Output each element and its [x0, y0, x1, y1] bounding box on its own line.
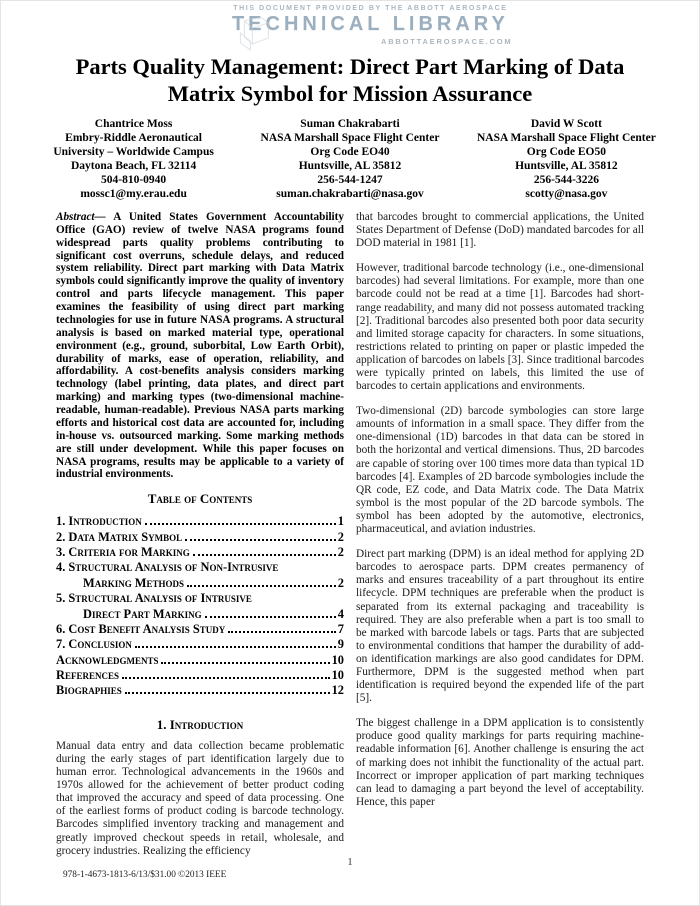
paper-title: Parts Quality Management: Direct Part Marking of Data Matrix Symbol for Mission Assurance: [75, 54, 625, 107]
author-detail: suman.chakrabarti@nasa.gov: [276, 187, 424, 200]
toc-entry: [56, 668, 344, 683]
author-detail: 504-810-0940: [101, 173, 167, 186]
body-paragraph: Two-dimensional (2D) barcode symbologies can store large amounts of information in a small space. They differ from the one-dimensional (1D) barcodes in that data can be stored in both the horizontal and vertical dimensions. Thus, 2D barcodes are capable of storing over 100 times more data than typical 1D barcodes [4]. Examples of 2D barcode symbologies include the QR code, EZ code, and Data Matrix code. The Data Matrix symbol is the most popular of the 2D barcode symbols. The symbol has been adopted by the automotive, electronics, pharmaceutical, and aviation industries.: [356, 405, 644, 536]
toc-entry-page: 10: [331, 668, 344, 683]
toc-entry-label: Direct Part Marking: [83, 606, 202, 621]
body-paragraph: Direct part marking (DPM) is an ideal method for applying 2D barcodes to aerospace parts. DPM creates permanency of marks and ensures traceability of a part throughout its entire lifecycle. DPM techniques are preferable when the product is separated from its external packaging and traceability is required. They are also preferable when a part is too small to be marked with barcode labels or tags. Parts that are subjected to environmental conditions that hamper the durability of add-on identification markings are also good candidates for DPM. Furthermore, DPM is the suggested method when part identification is required beyond the expended life of the part [5].: [356, 548, 644, 705]
section-1-heading: 1. Introduction: [156, 716, 244, 732]
author-block: [243, 117, 456, 201]
author-name: Suman Chakrabarti: [300, 117, 400, 130]
toc-dot-leader: [125, 692, 330, 694]
toc-entry-page: 2: [337, 545, 344, 560]
body-paragraph: However, traditional barcode technology (i.e., one-dimensional barcodes) had several limitations. For example, more than one barcode could not be read at a time [1]. Barcodes had short-range readability, and many did not possess automated tracking [2]. Traditional barcodes also presented both poor data security and limited storage capacity for characters. In some situations, restrictions related to printing on paper or plastic impeded the application of barcodes on labels [3]. Since traditional barcodes were typically printed on labels, this limited the use of barcodes to certain applications and environments.: [356, 262, 644, 393]
abstract-text: A United States Government Accountability Office (GAO) review of twelve NASA programs found widespread parts quality problems contributing to significant cost overruns, schedule delays, and reduced system reliability. Direct part marking with Data Matrix symbols could significantly improve the quality of inventory control and parts lifecycle management. This paper examines the feasibility of using direct part marking technologies for use in future NASA programs. A structural analysis is based on marked material type, operational environment (e.g., ground, suborbital, Low Earth Orbit), durability of marks, ease of operation, reliability, and affordability. A cost-benefits analysis considers marking technology (label printing, data plates, and direct part marking) and marking types (two-dimensional machine-readable, human-readable). Previous NASA parts marking efforts and historical cost data are accounted for, including in-house vs. outsourced marking. Some marking methods are still under development. While this paper focuses on NASA programs, results may be applicable to a variety of industrial environments.: [56, 210, 344, 481]
right-column: [356, 211, 644, 881]
toc-dot-leader: [205, 616, 336, 618]
toc-entry: [56, 683, 344, 698]
toc-dot-leader: [145, 523, 336, 525]
toc-entry-page: 1: [337, 514, 344, 529]
toc-entry-label: Acknowledgments: [56, 652, 159, 667]
author-name: Chantrice Moss: [94, 117, 173, 130]
author-detail: mossc1@my.erau.edu: [80, 187, 187, 200]
author-detail: Org Code EO40: [310, 145, 390, 158]
left-column: [56, 211, 344, 881]
abstract-paragraph: [56, 211, 344, 481]
toc-entry-label: 5. Structural Analysis of Intrusive: [56, 591, 252, 606]
toc-entry-label: Biographies: [56, 683, 122, 698]
author-detail: Huntsville, AL 35812: [515, 159, 618, 172]
toc-entry: [56, 514, 344, 529]
toc-dot-leader: [187, 585, 336, 587]
page-number: 1: [347, 856, 353, 868]
toc-entry: [56, 591, 344, 606]
toc-entry-label: 2. Data Matrix Symbol: [56, 529, 183, 544]
toc-entry-page: 7: [337, 621, 344, 636]
toc-dot-leader: [161, 662, 329, 664]
author-detail: University – Worldwide Campus: [53, 145, 214, 158]
toc-dot-leader: [185, 539, 336, 541]
toc-entry-label: Marking Methods: [83, 575, 185, 590]
toc-dot-leader: [122, 677, 330, 679]
table-of-contents: [56, 514, 344, 699]
logo-site-url: ABBOTTAEROSPACE.COM: [380, 37, 513, 46]
toc-dot-leader: [228, 631, 336, 633]
toc-dot-leader: [193, 554, 336, 556]
introduction-text: [56, 740, 344, 858]
toc-entry-label: 4. Structural Analysis of Non-Intrusive: [56, 560, 279, 575]
toc-entry-page: 4: [337, 606, 344, 621]
author-block: [460, 117, 673, 201]
toc-entry: [56, 560, 344, 575]
copyright-footnote: 978-1-4673-1813-6/13/$31.00 ©2013 IEEE: [63, 869, 227, 880]
toc-entry-continuation: [56, 576, 344, 591]
toc-entry-page: 9: [337, 637, 344, 652]
toc-entry: [56, 530, 344, 545]
toc-entry-label: 6. Cost Benefit Analysis Study: [56, 621, 226, 636]
toc-entry: [56, 545, 344, 560]
author-block: [27, 117, 240, 201]
author-detail: NASA Marshall Space Flight Center: [260, 131, 440, 144]
toc-entry: [56, 637, 344, 652]
author-detail: Daytona Beach, FL 32114: [70, 159, 197, 172]
body-paragraph: The biggest challenge in a DPM application is to consistently produce good quality markings for parts requiring machine-readable information [6]. Another challenge is ensuring the act of marking does not inhibit the functionality of the actual part. Incorrect or improper application of part marking techniques can lead to damaging a part beyond the level of acceptability. Hence, this paper: [356, 717, 644, 808]
logo-title: TECHNICAL LIBRARY: [231, 13, 509, 35]
toc-entry-page: 2: [337, 529, 344, 544]
body-columns: [56, 211, 644, 881]
toc-entry-continuation: [56, 607, 344, 622]
toc-entry-page: 2: [337, 575, 344, 590]
toc-heading: Table of Contents: [147, 491, 253, 507]
toc-entry-label: 3. Criteria for Marking: [56, 545, 190, 560]
toc-entry-page: 10: [331, 652, 344, 667]
author-detail: Embry-Riddle Aeronautical: [65, 131, 202, 144]
toc-dot-leader: [135, 646, 336, 648]
toc-entry-page: 12: [331, 683, 344, 698]
abbott-technical-library-logo: [200, 5, 540, 46]
author-name: David W Scott: [530, 117, 602, 130]
toc-entry: [56, 622, 344, 637]
author-detail: scotty@nasa.gov: [525, 187, 608, 200]
abstract-lead: Abstract—: [56, 210, 106, 223]
toc-entry-label: References: [56, 668, 119, 683]
toc-entry-label: 7. Conclusion: [56, 637, 132, 652]
author-detail: NASA Marshall Space Flight Center: [476, 131, 656, 144]
body-paragraph: that barcodes brought to commercial applications, the United States Department of Defense (DoD) mandated barcodes for all DOD material in 1981 [1].: [356, 210, 644, 250]
author-detail: 256-544-3226: [533, 173, 599, 186]
wireframe-cube-icon: [238, 11, 272, 56]
body-paragraph: Manual data entry and data collection became problematic during the early stages of part identification largely due to human error. Technological advancements in the 1960s and 1970s allowed for the achievement of better product coding that improved the accuracy and speed of data processing. One of the earliest forms of product coding is barcode technology. Barcodes simplified inventory tracking and management and greatly improved checkout speeds in retail, wholesale, and grocery industries. Realizing the efficiency: [56, 739, 344, 857]
toc-entry-label: 1. Introduction: [56, 514, 142, 529]
author-detail: Org Code EO50: [526, 145, 607, 158]
author-row: [27, 117, 673, 201]
author-detail: 256-544-1247: [317, 173, 383, 186]
toc-entry: [56, 653, 344, 668]
author-detail: Huntsville, AL 35812: [298, 159, 402, 172]
logo-provided-line: THIS DOCUMENT PROVIDED BY THE ABBOTT AEROSPACE: [233, 5, 508, 12]
